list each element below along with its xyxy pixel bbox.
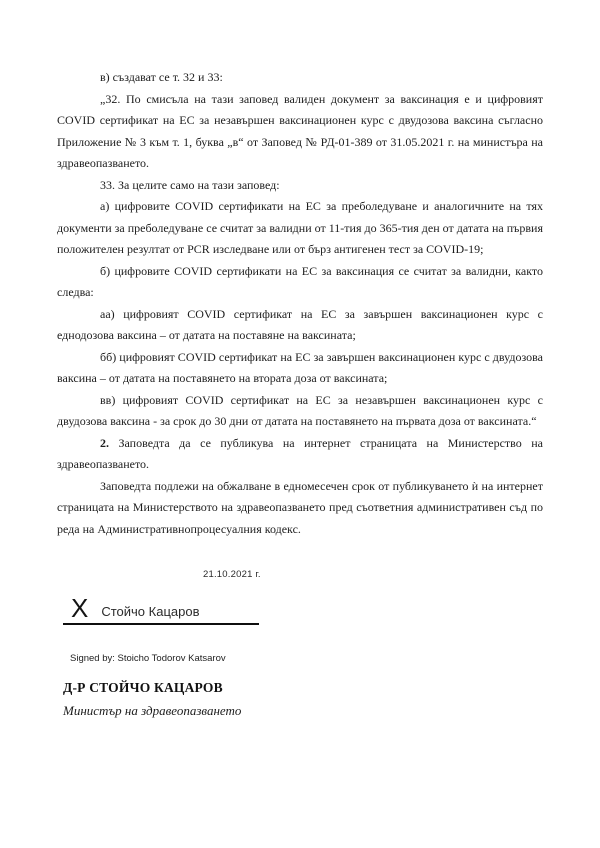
point-2-text: Заповедта да се публикува на интернет страницата на Министерство на здравеопазването.: [57, 435, 543, 471]
paragraph-point-32: „32. По смисъла на тази заповед валиден документ за ваксинация е и цифровият COVID сертификат на ЕС за незавършен ваксинационен курс с двудозова ваксина съгласно Приложение № 3 към т. 1, буква „в“ от Заповед № РД-01-389 от 31.05.2021 г. на министъра на здравеопазването.: [57, 91, 543, 170]
signature-line: [63, 595, 259, 625]
point-2-number: 2.: [100, 435, 109, 450]
paragraph-appeal-notice: Заповедта подлежи на обжалване в едномесечен срок от публикуването ѝ на интернет страницата на Министерството на здравеопазването пред съответния административен съд по реда на Административнопроцесуалния кодекс.: [57, 478, 543, 536]
paragraph-point-b: б) цифровите COVID сертификати на ЕС за ваксинация се считат за валидни, както следва:: [57, 263, 543, 299]
minister-title: Министър на здравеопазването: [63, 703, 242, 718]
paragraph-point-vv: вв) цифровият COVID сертификат на ЕС за незавършен ваксинационен курс с двудозова ваксина - за срок до 30 дни от датата на поставянето на първата доза от ваксината.“: [57, 392, 543, 428]
paragraph-point-v: в) създават се т. 32 и 33:: [100, 70, 223, 84]
paragraph-point-bb: бб) цифровият COVID сертификат на ЕС за завършен ваксинационен курс с двудозова ваксина – от датата на поставянето на втората доза от ваксината;: [57, 349, 543, 385]
paragraph-point-aa: аа) цифровият COVID сертификат на ЕС за завършен ваксинационен курс с еднодозова ваксина – от датата на поставяне на ваксината;: [57, 306, 543, 342]
paragraph-point-a: а) цифровите COVID сертификати на ЕС за преболедуване и аналогичните на тях документи за преболедуване се считат за валидни от 11-тия до 365-тия ден от датата на първия положителен резултат от PCR изследване или от бърз антигенен тест за COVID-19;: [57, 199, 543, 256]
minister-name: Д-Р СТОЙЧО КАЦАРОВ: [63, 680, 223, 695]
order-body: [57, 67, 543, 540]
signature-x-icon: X: [71, 593, 89, 623]
signature-signer-name: Стойчо Кацаров: [101, 604, 200, 619]
signing-date: 21.10.2021 г.: [203, 569, 261, 580]
paragraph-point-33: 33. За целите само на тази заповед:: [100, 177, 280, 192]
signed-by-caption: Signed by: Stoicho Todorov Katsarov: [70, 653, 226, 664]
paragraph-point-2: [57, 433, 543, 476]
